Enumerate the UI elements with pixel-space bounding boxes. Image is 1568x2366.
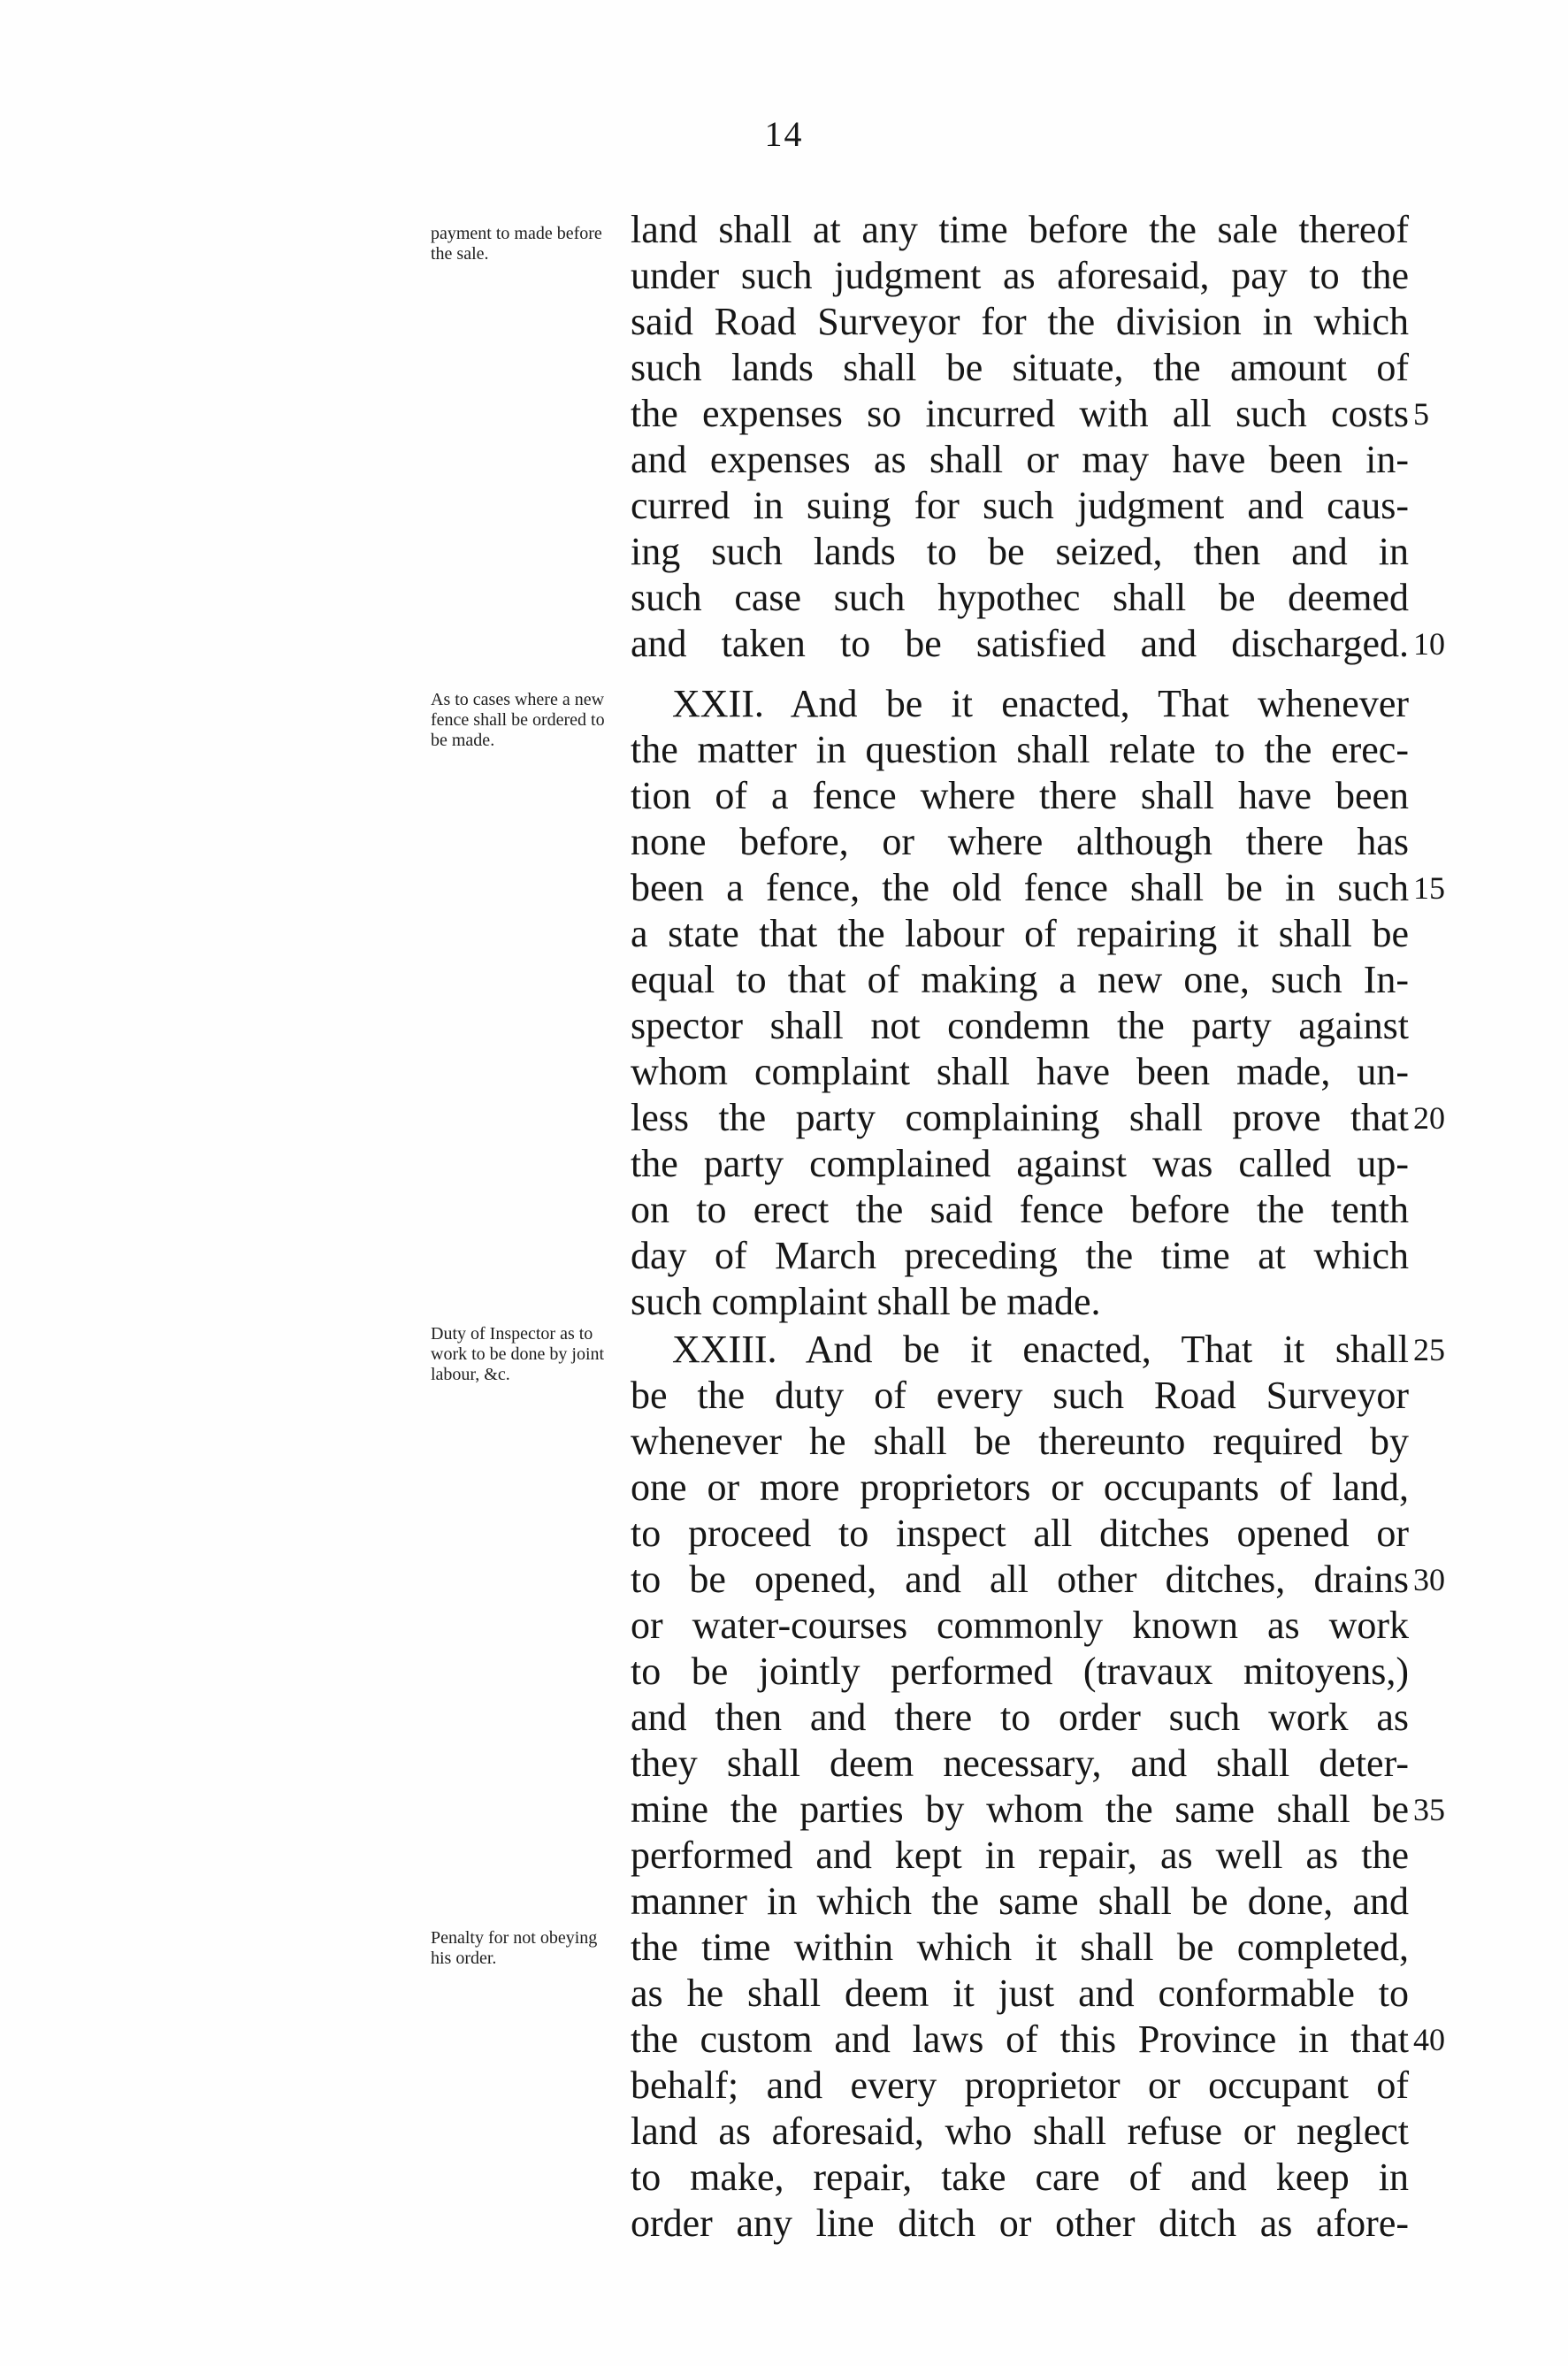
text-line: less the party complaining shall prove that [631, 1096, 1409, 1139]
text-line: or water-courses commonly known as work [631, 1604, 1409, 1647]
text-line: the time within which it shall be completed, [631, 1926, 1409, 1969]
text-line: manner in which the same shall be done, and [631, 1880, 1409, 1923]
text-line: land shall at any time before the sale thereof [631, 208, 1409, 251]
text-line: none before, or where although there has [631, 820, 1409, 863]
text-line: equal to that of making a new one, such In- [631, 958, 1409, 1001]
text-line: land as aforesaid, who shall refuse or neglect [631, 2109, 1409, 2153]
text-line: mine the parties by whom the same shall be [631, 1788, 1409, 1831]
text-line: tion of a fence where there shall have been [631, 774, 1409, 817]
line-number: 35 [1413, 1792, 1445, 1827]
text-line: the custom and laws of this Province in that [631, 2018, 1409, 2061]
text-line: a state that the labour of repairing it shall be [631, 912, 1409, 955]
text-line: and taken to be satisfied and discharged. [631, 622, 1409, 665]
text-line: as he shall deem it just and conformable to [631, 1972, 1409, 2015]
margin-note-penalty: Penalty for not obeying his order. [431, 1928, 598, 1968]
text-line: and then and there to order such work as [631, 1696, 1409, 1739]
text-line: they shall deem necessary, and shall deter- [631, 1742, 1409, 1785]
line-number: 20 [1413, 1100, 1445, 1136]
text-line: performed and kept in repair, as well as the [631, 1834, 1409, 1877]
text-line: under such judgment as aforesaid, pay to the [631, 254, 1409, 297]
margin-note-inspector-duty: Duty of Inspector as to work to be done by joint labour, &c. [431, 1324, 605, 1384]
line-number: 30 [1413, 1562, 1445, 1597]
text-line: spector shall not condemn the party against [631, 1004, 1409, 1047]
text-line: curred in suing for such judgment and caus- [631, 484, 1409, 527]
section-heading-line: XXIII. And be it enacted, That it shall [672, 1328, 1409, 1371]
section-heading-line: XXII. And be it enacted, That whenever [672, 682, 1409, 725]
text-line: whom complaint shall have been made, un- [631, 1050, 1409, 1093]
line-number: 5 [1413, 396, 1429, 432]
margin-note-payment: payment to made before the sale. [431, 224, 602, 264]
text-line: such case such hypothec shall be deemed [631, 576, 1409, 619]
text-line: order any line ditch or other ditch as afore- [631, 2201, 1409, 2245]
margin-note-new-fence: As to cases where a new fence shall be ordered to be made. [431, 690, 605, 750]
line-number: 10 [1413, 626, 1445, 662]
line-number: 40 [1413, 2022, 1445, 2057]
text-line: whenever he shall be thereunto required by [631, 1420, 1409, 1463]
text-line: to be opened, and all other ditches, drains [631, 1558, 1409, 1601]
text-line: be the duty of every such Road Surveyor [631, 1374, 1409, 1417]
text-line: such complaint shall be made. [631, 1280, 1101, 1323]
text-line: day of March preceding the time at which [631, 1234, 1409, 1277]
text-line: said Road Surveyor for the division in which [631, 300, 1409, 343]
text-line: such lands shall be situate, the amount of [631, 346, 1409, 389]
text-line: and expenses as shall or may have been in- [631, 438, 1409, 481]
text-line: one or more proprietors or occupants of land, [631, 1466, 1409, 1509]
text-line: the party complained against was called up- [631, 1142, 1409, 1185]
text-line: the matter in question shall relate to the erec- [631, 728, 1409, 771]
text-line: to be jointly performed (travaux mitoyens,) [631, 1650, 1409, 1693]
text-line: behalf; and every proprietor or occupant of [631, 2064, 1409, 2107]
text-line: to make, repair, take care of and keep in [631, 2155, 1409, 2199]
text-line: ing such lands to be seized, then and in [631, 530, 1409, 573]
line-number: 25 [1413, 1332, 1445, 1367]
text-line: to proceed to inspect all ditches opened or [631, 1512, 1409, 1555]
text-line: the expenses so incurred with all such costs [631, 392, 1409, 435]
line-number: 15 [1413, 870, 1445, 906]
text-line: been a fence, the old fence shall be in such [631, 866, 1409, 909]
text-line: on to erect the said fence before the tenth [631, 1188, 1409, 1231]
page-number: 14 [764, 114, 804, 154]
